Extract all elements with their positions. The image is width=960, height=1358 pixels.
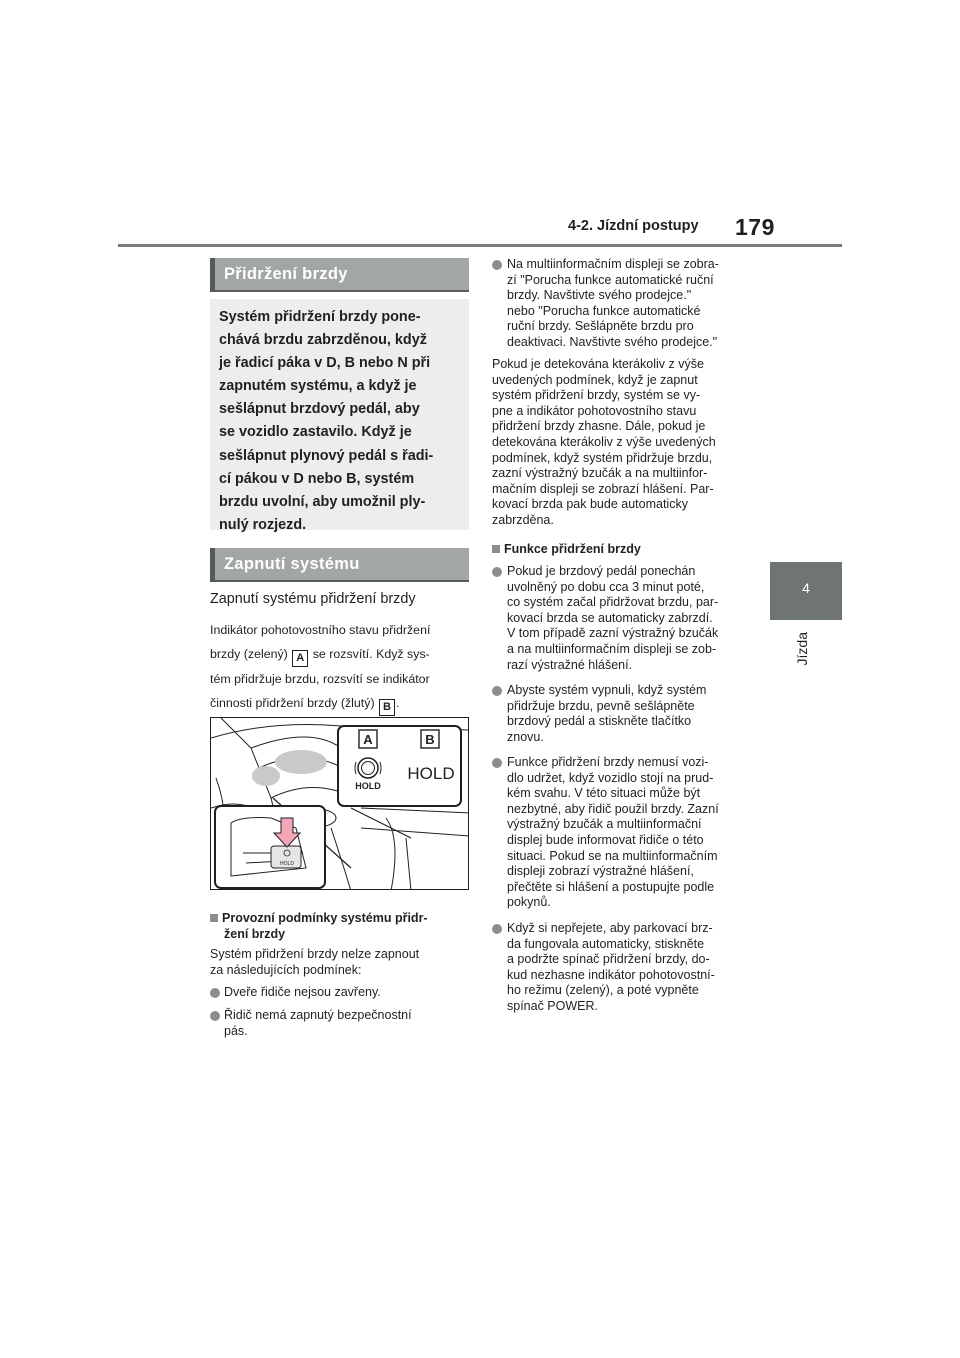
- function-heading: [492, 542, 641, 558]
- text-line: zí "Porucha funkce automatické ruční: [507, 272, 714, 287]
- sub-lead: Zapnutí systému přidržení brzdy: [210, 591, 416, 607]
- intro-line: se vozidlo zastavilo. Když je: [219, 424, 412, 441]
- callout-a-label: A: [363, 732, 373, 747]
- text-line: pokynů.: [507, 895, 551, 910]
- body-text: .: [396, 696, 400, 710]
- text-line: za následujících podmínek:: [210, 962, 362, 977]
- bullet-dot-icon: [492, 924, 502, 934]
- text-line: znovu.: [507, 729, 544, 744]
- condition-item: [224, 1008, 412, 1039]
- section-heading-rule: [210, 580, 469, 582]
- running-header-section: 4-2. Jízdní postupy: [568, 218, 699, 234]
- text-line: přečtěte si hlášení a postupujte podle: [507, 879, 715, 894]
- fault-message-item: [507, 257, 719, 351]
- dashboard-illustration: [210, 717, 469, 890]
- chapter-tab-number: 4: [802, 580, 810, 596]
- bullet-dot-icon: [210, 988, 220, 998]
- text-line: Systém přidržení brzdy nelze zapnout: [210, 947, 420, 961]
- bullet-dot-icon: [492, 567, 502, 577]
- intro-line: nulý rozjezd.: [219, 516, 307, 533]
- text-line: spínač POWER.: [507, 998, 598, 1013]
- intro-line: cí pákou v D nebo B, systém: [219, 470, 415, 487]
- chapter-tab-label: Jízda: [794, 632, 810, 666]
- square-bullet-icon: [210, 914, 218, 922]
- text-line: ruční brzdy. Sešlápněte brzdu pro: [507, 319, 694, 334]
- switch-hold-text: HOLD: [280, 861, 294, 867]
- text-line: deaktivaci. Navštivte svého prodejce.": [507, 334, 718, 349]
- text-line: uvedených podmínek, když je zapnut: [492, 372, 698, 387]
- bullet-dot-icon: [210, 1011, 220, 1021]
- section-heading-turn-on: Zapnutí systému: [210, 548, 469, 580]
- text-line: Když si nepřejete, aby parkovací brz-: [507, 921, 713, 935]
- text-line: da fungovala automaticky, stiskněte: [507, 936, 705, 951]
- callout-badge-b: B: [379, 699, 395, 716]
- text-line: kud nezhasne indikátor pohotovostní-: [507, 967, 715, 982]
- bullet-dot-icon: [492, 260, 502, 270]
- heading-text: Funkce přidržení brzdy: [504, 542, 641, 556]
- text-line: displeji zobrazí výstražné hlášení,: [507, 864, 694, 879]
- text-line: Funkce přidržení brzdy nemusí vozi-: [507, 755, 709, 769]
- hold-indicator-yellow-text: HOLD: [407, 764, 455, 783]
- function-item: [507, 755, 719, 911]
- text-line: Pokud je brzdový pedál ponechán: [507, 564, 696, 578]
- text-line: razí výstražné hlášení.: [507, 657, 633, 672]
- text-line: nebo "Porucha funkce automatické: [507, 303, 701, 318]
- text-line: ho režimu (zelený), a poté vypněte: [507, 983, 699, 998]
- text-line: a podržte spínač přidržení brzdy, do-: [507, 952, 710, 967]
- intro-line: sešlápnut plynový pedál s řadi-: [219, 447, 434, 464]
- body-line: [210, 642, 472, 667]
- text-line: Abyste systém vypnuli, když systém: [507, 683, 707, 697]
- detection-paragraph: [492, 357, 716, 529]
- text-line: kovací brzda pak bude automaticky: [492, 497, 688, 512]
- conditions-intro: [210, 947, 419, 978]
- text-line: Pokud je detekována kterákoliv z výše: [492, 357, 704, 371]
- text-line: zabrzděna.: [492, 512, 554, 527]
- text-line: systém přidržení brzdy, systém se vy-: [492, 388, 701, 403]
- text-line: kém svahu. V této situaci může být: [507, 786, 701, 801]
- text-line: uvolněný po dobu cca 3 minut poté,: [507, 579, 705, 594]
- function-item: [507, 564, 718, 673]
- body-line: tém přidržuje brzdu, rozsvítí se indikátor: [210, 672, 430, 686]
- heading-line: [492, 542, 641, 558]
- dashboard-drawing: [211, 718, 469, 890]
- text-line: pás.: [224, 1023, 248, 1038]
- text-line: Řidič nemá zapnutý bezpečnostní: [224, 1008, 412, 1022]
- callout-badge-a: A: [292, 650, 308, 667]
- body-line: Indikátor pohotovostního stavu přidržení: [210, 623, 431, 637]
- text-line: přidržuje brzdu, pevně sešlápněte: [507, 698, 695, 713]
- text-line: displej bude informovat řidiče o této: [507, 832, 704, 847]
- body-line: [210, 691, 472, 716]
- text-line: a na multiinformačním displeji se zob-: [507, 641, 717, 656]
- function-item: [507, 683, 706, 745]
- heading-line: [210, 911, 428, 927]
- text-line: pne a indikátor pohotovostního stavu: [492, 403, 697, 418]
- text-line: V tom případě zazní výstražný bzučák: [507, 626, 719, 641]
- indicator-description: [210, 618, 472, 716]
- text-line: kovací brzda se automaticky zabrzdí.: [507, 610, 713, 625]
- page-number: 179: [735, 214, 775, 240]
- intro-box: [210, 299, 469, 533]
- bullet-dot-icon: [492, 686, 502, 696]
- intro-line: zapnutém systému, a když je: [219, 378, 417, 395]
- text-line: přidržení brzdy zhasne. Dále, pokud je: [492, 419, 706, 434]
- text-line: brzdový pedál a stiskněte tlačítko: [507, 714, 692, 729]
- conditions-heading: [210, 911, 428, 942]
- text-line: zazní výstražný bzučák a na multiinfor-: [492, 466, 708, 481]
- condition-item: [224, 985, 381, 1001]
- section-heading-rule: [210, 290, 469, 292]
- intro-line: brzdu uvolní, aby umožnil ply-: [219, 493, 426, 510]
- text-line: co systém začal přidržovat brzdu, par-: [507, 595, 719, 610]
- square-bullet-icon: [492, 545, 500, 553]
- text-line: Na multiinformačním displeji se zobra-: [507, 257, 719, 271]
- heading-text: Provozní podmínky systému přidr-: [222, 911, 428, 925]
- section-heading-brake-hold: Přidržení brzdy: [210, 258, 469, 290]
- text-line: Dveře řidiče nejsou zavřeny.: [224, 985, 381, 999]
- bullet-dot-icon: [492, 758, 502, 768]
- callout-b-label: B: [425, 732, 435, 747]
- body-text: činnosti přidržení brzdy (žlutý): [210, 696, 375, 710]
- intro-line: Systém přidržení brzdy pone-: [219, 309, 421, 325]
- intro-line: sešlápnut brzdový pedál, aby: [219, 401, 420, 418]
- text-line: mačním displeji se zobrazí hlášení. Par-: [492, 481, 714, 496]
- text-line: podmínek, když systém přidržuje brzdu,: [492, 450, 713, 465]
- text-line: brzdy. Navštivte svého prodejce.": [507, 288, 692, 303]
- heading-line: žení brzdy: [224, 926, 286, 941]
- body-text: se rozsvítí. Když sys-: [312, 647, 430, 661]
- text-line: situaci. Pokud se na multiinformačním: [507, 848, 718, 863]
- text-line: nezbytné, aby řidič použil brzdy. Zazní: [507, 801, 719, 816]
- text-line: dlo udržet, když vozidlo stojí na prud-: [507, 770, 714, 785]
- body-text: brzdy (zelený): [210, 647, 288, 661]
- intro-line: chává brzdu zabrzděnou, když: [219, 332, 427, 349]
- header-rule: [118, 244, 842, 247]
- function-item: [507, 921, 715, 1015]
- text-line: detekována kterákoliv z výše uvedených: [492, 434, 716, 449]
- intro-line: je řadicí páka v D, B nebo N při: [219, 355, 431, 372]
- hold-indicator-green-text: HOLD: [355, 781, 381, 791]
- text-line: výstražný bzučák a multiinformační: [507, 817, 702, 832]
